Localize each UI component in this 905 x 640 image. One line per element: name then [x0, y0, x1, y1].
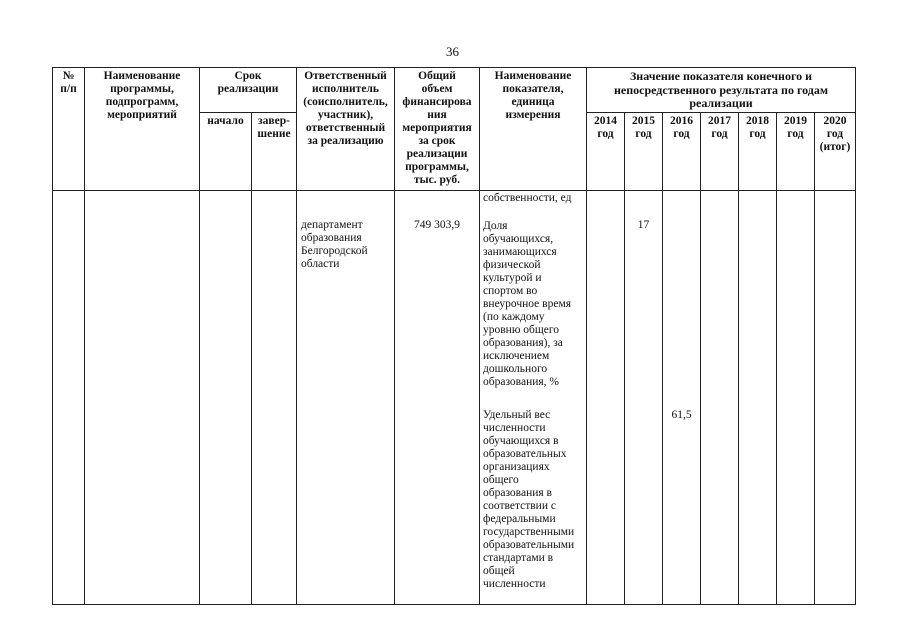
header-year-2015: 2015 год: [625, 113, 663, 191]
cell-2014: [587, 191, 625, 605]
cell-2020: [815, 191, 856, 605]
indicator-text-3: Удельный вес численности обучающихся в образовательных организациях общего образования в соответствии с федеральными государственными образовательными стандартами в общей численности: [483, 409, 575, 590]
indicator-text-2: Доля обучающихся, занимающихся физической культурой и спортом во внеурочное время (по каждому уровню общего образования), за исключением дошкольного образования, %: [483, 220, 572, 388]
executor-text: департамент образования Белгородской области: [301, 219, 368, 270]
header-year-2019: 2019 год: [777, 113, 815, 191]
cell-executor: [297, 191, 395, 605]
funding-value: 749 303,9: [414, 219, 460, 231]
cell-2017: [701, 191, 739, 605]
cell-2019: [777, 191, 815, 605]
header-year-2020: 2020 год (итог): [815, 113, 856, 191]
header-executor: Ответственный исполнитель (соисполнитель, участник), ответственный за реализацию: [297, 68, 395, 191]
program-table: [52, 67, 856, 605]
header-values-group: Значение показателя конечного и непосредственного результата по годам реализации: [587, 68, 856, 113]
cell-term-end: [252, 191, 297, 605]
value-2016: 61,5: [671, 409, 692, 421]
header-year-2018: 2018 год: [739, 113, 777, 191]
header-year-2014: 2014 год: [587, 113, 625, 191]
cell-funding: [395, 191, 480, 605]
cell-num: [53, 191, 85, 605]
cell-name: [85, 191, 200, 605]
header-term-start: начало: [200, 113, 252, 191]
cell-2015: [625, 191, 663, 605]
header-term: Срок реализации: [200, 68, 297, 113]
indicator-text-1: собственности, ед: [483, 192, 572, 204]
cell-2016: [663, 191, 701, 605]
cell-term-start: [200, 191, 252, 605]
header-indicator: Наименование показателя, единица измерения: [480, 68, 587, 191]
header-term-end: завер- шение: [252, 113, 297, 191]
header-num: № п/п: [53, 68, 85, 191]
header-name: Наименование программы, подпрограмм, мероприятий: [85, 68, 200, 191]
cell-2018: [739, 191, 777, 605]
cell-indicator: [480, 191, 587, 605]
header-year-2017: 2017 год: [701, 113, 739, 191]
value-2015: 17: [637, 219, 650, 231]
page-number: 36: [446, 44, 459, 59]
table-row: [53, 191, 856, 605]
header-year-2016: 2016 год: [663, 113, 701, 191]
header-funding: Общий объем финансирова ния мероприятия за срок реализации программы, тыс. руб.: [395, 68, 480, 191]
